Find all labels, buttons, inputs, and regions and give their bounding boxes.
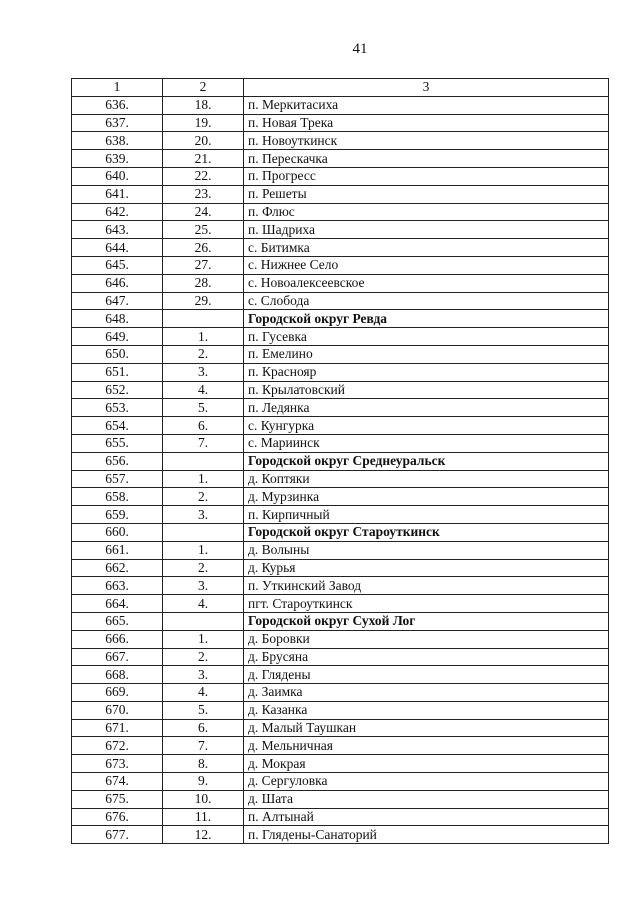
table-row	[72, 221, 609, 239]
sub-number-cell: 2.	[163, 648, 244, 666]
settlement-name-cell: п. Емелино	[244, 345, 609, 363]
row-number-cell: 656.	[72, 452, 163, 470]
settlement-name-cell: д. Казанка	[244, 701, 609, 719]
settlement-name-cell: д. Мурзинка	[244, 488, 609, 506]
sub-number-cell: 3.	[163, 577, 244, 595]
settlement-name-cell: п. Гусевка	[244, 328, 609, 346]
sub-number-cell: 9.	[163, 773, 244, 791]
settlement-name-cell: п. Кирпичный	[244, 506, 609, 524]
sub-number-cell: 2.	[163, 559, 244, 577]
row-number-cell: 642.	[72, 203, 163, 221]
settlement-name-cell: д. Шата	[244, 790, 609, 808]
row-number-cell: 645.	[72, 256, 163, 274]
row-number-cell: 675.	[72, 790, 163, 808]
sub-number-cell: 2.	[163, 345, 244, 363]
settlement-name-cell: п. Глядены-Санаторий	[244, 826, 609, 844]
sub-number-cell: 1.	[163, 470, 244, 488]
row-number-cell: 676.	[72, 808, 163, 826]
sub-number-cell: 7.	[163, 737, 244, 755]
table-row	[72, 595, 609, 613]
row-number-cell: 638.	[72, 132, 163, 150]
header-cell-2: 2	[163, 79, 244, 97]
settlement-name-cell: п. Решеты	[244, 185, 609, 203]
table-row	[72, 114, 609, 132]
table-row	[72, 417, 609, 435]
row-number-cell: 640.	[72, 167, 163, 185]
table-row	[72, 648, 609, 666]
sub-number-cell: 29.	[163, 292, 244, 310]
settlement-name-cell: с. Кунгурка	[244, 417, 609, 435]
table-row	[72, 345, 609, 363]
table-row	[72, 737, 609, 755]
table-row	[72, 577, 609, 595]
table-row	[72, 328, 609, 346]
settlement-name-cell: д. Сергуловка	[244, 773, 609, 791]
sub-number-cell: 21.	[163, 150, 244, 168]
table-row	[72, 203, 609, 221]
sub-number-cell: 3.	[163, 506, 244, 524]
sub-number-cell	[163, 310, 244, 328]
table-row	[72, 630, 609, 648]
settlement-name-cell: п. Алтынай	[244, 808, 609, 826]
sub-number-cell: 8.	[163, 755, 244, 773]
settlement-name-cell: д. Заимка	[244, 684, 609, 702]
sub-number-cell	[163, 452, 244, 470]
row-number-cell: 649.	[72, 328, 163, 346]
sub-number-cell: 25.	[163, 221, 244, 239]
sub-number-cell: 12.	[163, 826, 244, 844]
settlement-name-cell: д. Волыны	[244, 541, 609, 559]
table-row	[72, 506, 609, 524]
settlement-name-cell: д. Курья	[244, 559, 609, 577]
sub-number-cell: 1.	[163, 328, 244, 346]
header-cell-3: 3	[244, 79, 609, 97]
row-number-cell: 654.	[72, 417, 163, 435]
settlement-name-cell: п. Краснояр	[244, 363, 609, 381]
table-row	[72, 256, 609, 274]
row-number-cell: 667.	[72, 648, 163, 666]
table-row	[72, 666, 609, 684]
sub-number-cell: 4.	[163, 595, 244, 613]
settlement-name-cell: Городской округ Среднеуральск	[244, 452, 609, 470]
table-row	[72, 470, 609, 488]
row-number-cell: 643.	[72, 221, 163, 239]
table-row	[72, 808, 609, 826]
sub-number-cell: 23.	[163, 185, 244, 203]
sub-number-cell: 3.	[163, 666, 244, 684]
sub-number-cell: 20.	[163, 132, 244, 150]
row-number-cell: 641.	[72, 185, 163, 203]
row-number-cell: 652.	[72, 381, 163, 399]
settlement-name-cell: с. Мариинск	[244, 434, 609, 452]
table-header-row	[72, 79, 609, 97]
table-row	[72, 239, 609, 257]
settlement-name-cell: п. Новая Трека	[244, 114, 609, 132]
settlement-name-cell: п. Новоуткинск	[244, 132, 609, 150]
sub-number-cell: 24.	[163, 203, 244, 221]
sub-number-cell: 26.	[163, 239, 244, 257]
row-number-cell: 666.	[72, 630, 163, 648]
settlement-name-cell: д. Малый Таушкан	[244, 719, 609, 737]
sub-number-cell: 4.	[163, 684, 244, 702]
settlement-name-cell: п. Уткинский Завод	[244, 577, 609, 595]
row-number-cell: 644.	[72, 239, 163, 257]
sub-number-cell: 18.	[163, 96, 244, 114]
table-row	[72, 559, 609, 577]
row-number-cell: 636.	[72, 96, 163, 114]
sub-number-cell: 6.	[163, 719, 244, 737]
sub-number-cell: 3.	[163, 363, 244, 381]
row-number-cell: 655.	[72, 434, 163, 452]
settlement-name-cell: п. Флюс	[244, 203, 609, 221]
table-row	[72, 132, 609, 150]
settlement-name-cell: п. Прогресс	[244, 167, 609, 185]
settlement-name-cell: д. Брусяна	[244, 648, 609, 666]
table-row	[72, 684, 609, 702]
row-number-cell: 665.	[72, 612, 163, 630]
settlement-name-cell: п. Шадриха	[244, 221, 609, 239]
settlement-name-cell: п. Меркитасиха	[244, 96, 609, 114]
table-row	[72, 381, 609, 399]
row-number-cell: 647.	[72, 292, 163, 310]
row-number-cell: 664.	[72, 595, 163, 613]
settlement-name-cell: Городской округ Староуткинск	[244, 523, 609, 541]
row-number-cell: 637.	[72, 114, 163, 132]
row-number-cell: 651.	[72, 363, 163, 381]
section-row	[72, 310, 609, 328]
settlement-name-cell: п. Крылатовский	[244, 381, 609, 399]
settlement-name-cell: с. Слобода	[244, 292, 609, 310]
settlement-name-cell: с. Нижнее Село	[244, 256, 609, 274]
settlement-name-cell: д. Глядены	[244, 666, 609, 684]
row-number-cell: 650.	[72, 345, 163, 363]
settlements-table	[71, 78, 609, 844]
sub-number-cell: 6.	[163, 417, 244, 435]
table-row	[72, 399, 609, 417]
section-row	[72, 523, 609, 541]
sub-number-cell: 28.	[163, 274, 244, 292]
sub-number-cell: 1.	[163, 541, 244, 559]
table-row	[72, 363, 609, 381]
settlement-name-cell: пгт. Староуткинск	[244, 595, 609, 613]
row-number-cell: 660.	[72, 523, 163, 541]
header-cell-1: 1	[72, 79, 163, 97]
sub-number-cell: 5.	[163, 399, 244, 417]
sub-number-cell: 2.	[163, 488, 244, 506]
row-number-cell: 639.	[72, 150, 163, 168]
settlement-name-cell: с. Битимка	[244, 239, 609, 257]
table-row	[72, 434, 609, 452]
table-row	[72, 790, 609, 808]
table-row	[72, 719, 609, 737]
row-number-cell: 659.	[72, 506, 163, 524]
row-number-cell: 671.	[72, 719, 163, 737]
settlement-name-cell: п. Перескачка	[244, 150, 609, 168]
row-number-cell: 653.	[72, 399, 163, 417]
row-number-cell: 661.	[72, 541, 163, 559]
settlement-name-cell: д. Мельничная	[244, 737, 609, 755]
row-number-cell: 673.	[72, 755, 163, 773]
row-number-cell: 663.	[72, 577, 163, 595]
table-row	[72, 96, 609, 114]
table-row	[72, 274, 609, 292]
row-number-cell: 657.	[72, 470, 163, 488]
row-number-cell: 646.	[72, 274, 163, 292]
sub-number-cell: 5.	[163, 701, 244, 719]
sub-number-cell: 1.	[163, 630, 244, 648]
table-row	[72, 292, 609, 310]
row-number-cell: 677.	[72, 826, 163, 844]
table-row	[72, 773, 609, 791]
table-row	[72, 167, 609, 185]
table-row	[72, 541, 609, 559]
settlement-name-cell: д. Боровки	[244, 630, 609, 648]
sub-number-cell: 11.	[163, 808, 244, 826]
sub-number-cell: 22.	[163, 167, 244, 185]
section-row	[72, 612, 609, 630]
table-row	[72, 150, 609, 168]
row-number-cell: 670.	[72, 701, 163, 719]
row-number-cell: 672.	[72, 737, 163, 755]
table-row	[72, 488, 609, 506]
row-number-cell: 669.	[72, 684, 163, 702]
settlement-name-cell: д. Мокрая	[244, 755, 609, 773]
sub-number-cell: 7.	[163, 434, 244, 452]
sub-number-cell: 4.	[163, 381, 244, 399]
row-number-cell: 674.	[72, 773, 163, 791]
settlement-name-cell: Городской округ Ревда	[244, 310, 609, 328]
section-row	[72, 452, 609, 470]
sub-number-cell	[163, 612, 244, 630]
row-number-cell: 662.	[72, 559, 163, 577]
page-number: 41	[352, 41, 368, 57]
row-number-cell: 648.	[72, 310, 163, 328]
sub-number-cell: 27.	[163, 256, 244, 274]
row-number-cell: 658.	[72, 488, 163, 506]
sub-number-cell	[163, 523, 244, 541]
table-row	[72, 826, 609, 844]
row-number-cell: 668.	[72, 666, 163, 684]
table-row	[72, 755, 609, 773]
table-row	[72, 185, 609, 203]
settlement-name-cell: Городской округ Сухой Лог	[244, 612, 609, 630]
settlement-name-cell: с. Новоалексеевское	[244, 274, 609, 292]
table-row	[72, 701, 609, 719]
settlement-name-cell: п. Ледянка	[244, 399, 609, 417]
sub-number-cell: 10.	[163, 790, 244, 808]
sub-number-cell: 19.	[163, 114, 244, 132]
settlement-name-cell: д. Коптяки	[244, 470, 609, 488]
